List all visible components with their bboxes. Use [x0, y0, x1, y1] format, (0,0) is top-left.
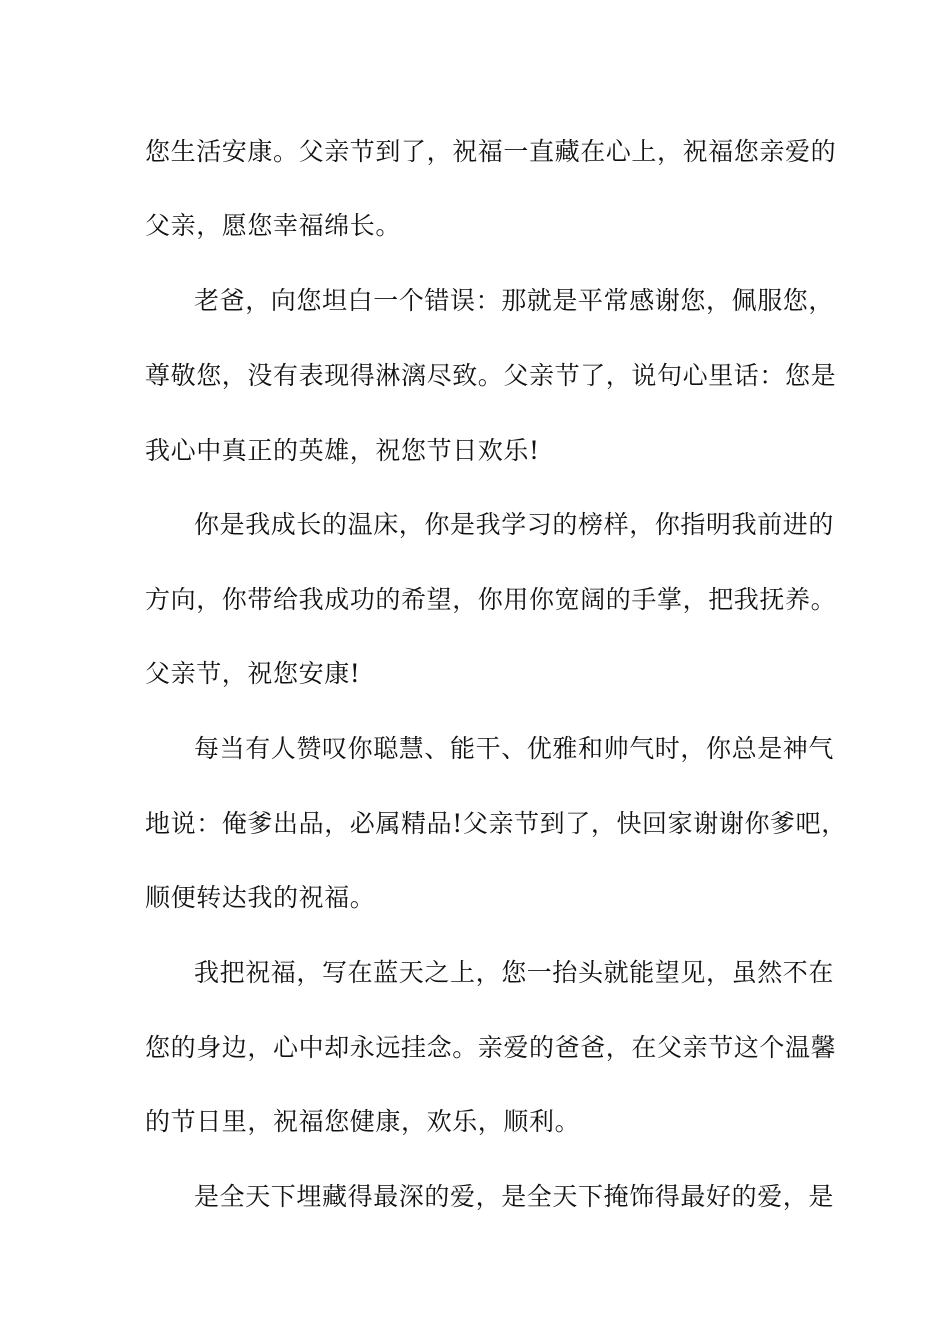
paragraph-first-line: 是全天下埋藏得最深的爱，是全天下掩饰得最好的爱，是 — [194, 1182, 835, 1211]
text-line: 的节日里，祝福您健康，欢乐，顺利。 — [145, 1107, 581, 1136]
text-line: 您生活安康。父亲节到了，祝福一直藏在心上，祝福您亲爱的 — [145, 137, 837, 166]
text-line: 父亲节，祝您安康! — [145, 659, 361, 688]
text-line: 方向，你带给我成功的希望，你用你宽阔的手掌，把我抚养。 — [145, 585, 837, 614]
text-line: 您的身边，心中却永远挂念。亲爱的爸爸，在父亲节这个温馨 — [145, 1033, 837, 1062]
paragraph-first-line: 我把祝福，写在蓝天之上，您一抬头就能望见，虽然不在 — [194, 958, 835, 987]
text-line: 父亲，愿您幸福绵长。 — [145, 211, 402, 240]
text-line: 我心中真正的英雄，祝您节日欢乐! — [145, 436, 540, 465]
paragraph-first-line: 每当有人赞叹你聪慧、能干、优雅和帅气时，你总是神气 — [194, 734, 835, 763]
text-line: 地说：俺爹出品，必属精品!父亲节到了，快回家谢谢你爹吧， — [145, 809, 847, 838]
paragraph-first-line: 你是我成长的温床，你是我学习的榜样，你指明我前进的 — [194, 510, 835, 539]
paragraph-first-line: 老爸，向您坦白一个错误：那就是平常感谢您，佩服您， — [194, 286, 835, 315]
text-line: 顺便转达我的祝福。 — [145, 883, 376, 912]
text-line: 尊敬您，没有表现得淋漓尽致。父亲节了，说句心里话：您是 — [145, 361, 837, 390]
